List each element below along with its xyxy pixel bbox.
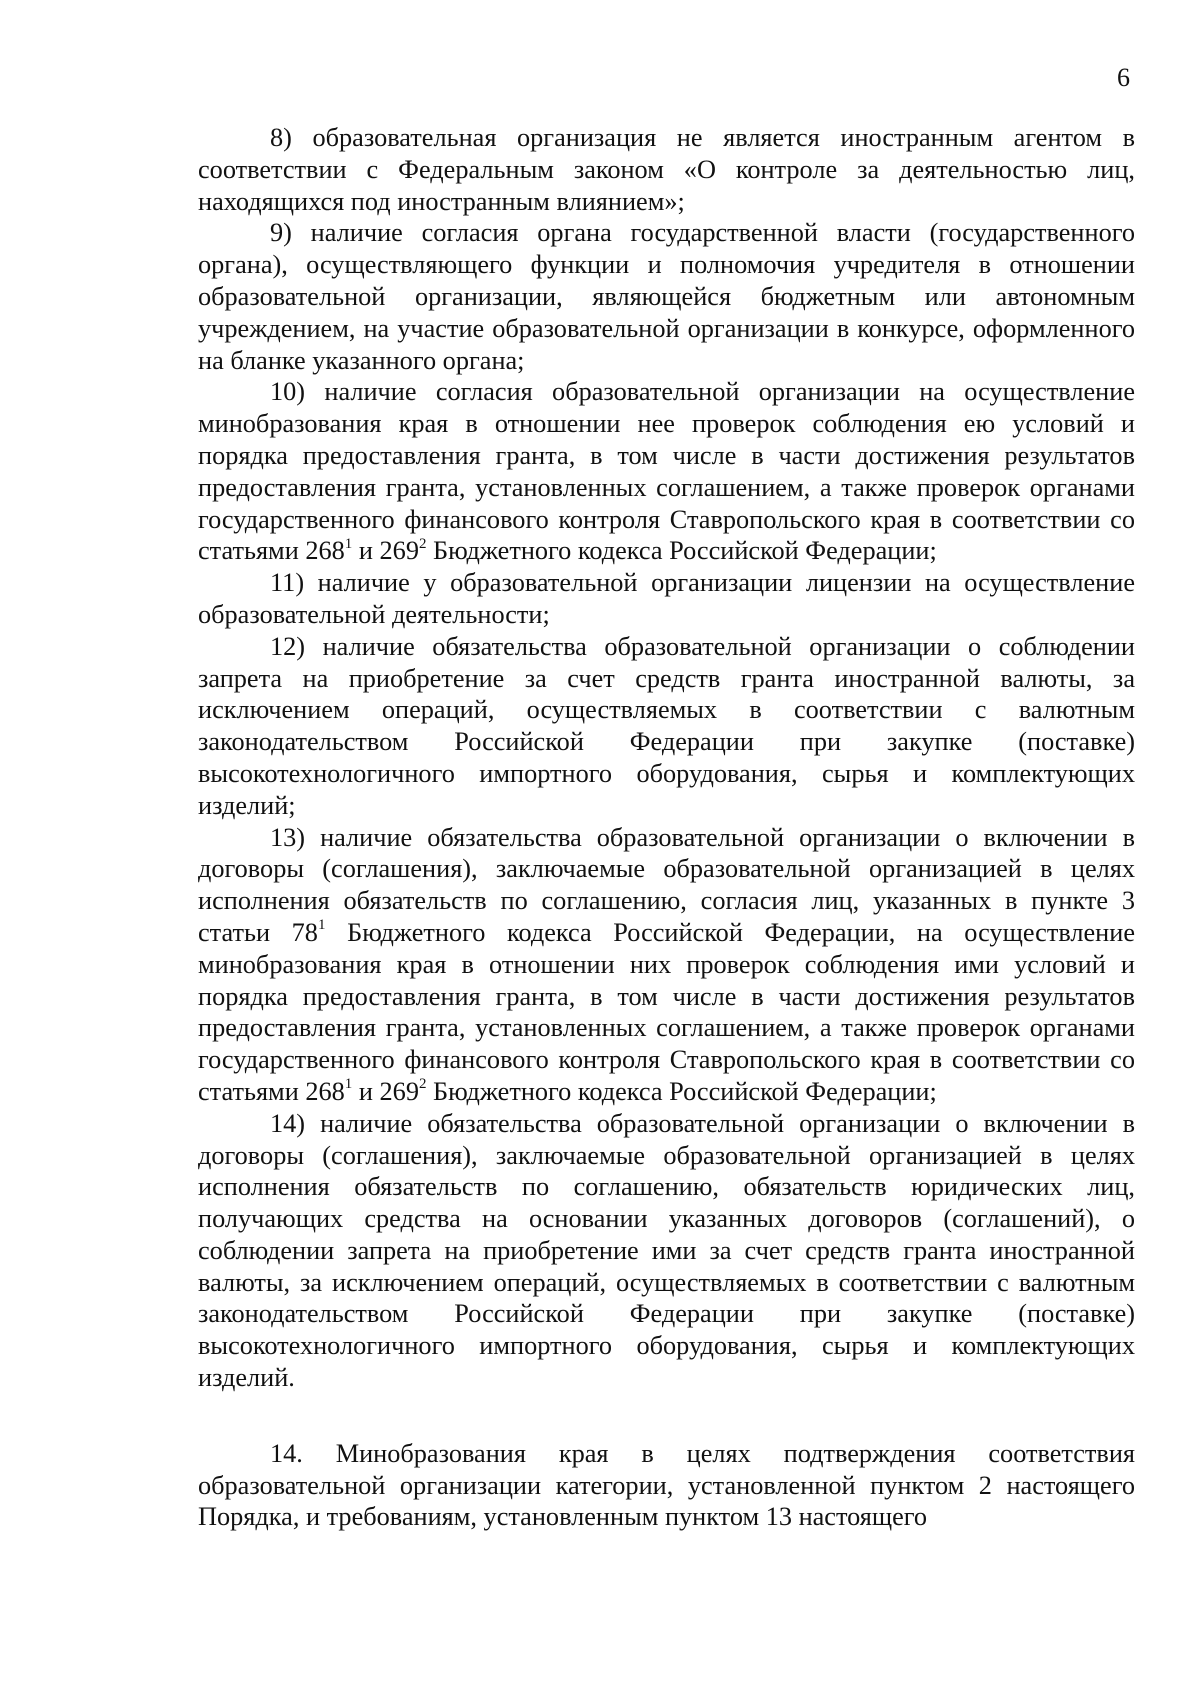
list-item-13-text-c: и 269	[352, 1076, 419, 1106]
list-item-10-text-b: и 269	[352, 536, 419, 566]
list-item-13	[198, 822, 1135, 1108]
page-number: 6	[1117, 63, 1130, 92]
section-14-paragraph: 14. Минобразования края в целях подтверждения соответствия образовательной организации категории, установленной пунктом 2 настоящего Порядка, и требованиям, установленным пунктом 13 настоящего	[198, 1438, 1135, 1532]
list-item-13-text-a: 13) наличие обязательства образовательной организации о включении в договоры (соглашения), заключаемые образовательной организацией в целях исполнения обязательств по соглашению, согласия лиц, указанных в пункте 3 статьи 78	[198, 822, 1135, 947]
superscript: 2	[418, 535, 427, 552]
list-item-10-text-a: 10) наличие согласия образовательной организации на осуществление минобразования края в отношении нее проверок соблюдения ею условий и порядка предоставления гранта, в том числе в части достижения результатов предоставления гранта, установленных соглашением, а также проверок органами государственного финансового контроля Ставропольского края в соответствии со статьями 268	[198, 377, 1135, 566]
superscript: 2	[418, 1076, 427, 1093]
list-item-10-text-c: Бюджетного кодекса Российской Федерации;	[426, 536, 937, 566]
list-item-14: 14) наличие обязательства образовательной организации о включении в договоры (соглашения), заключаемые образовательной организацией в целях исполнения обязательств по соглашению, обязательств юридических лиц, получающих средства на основании указанных договоров (соглашений), о соблюдении запрета на приобретение ими за счет средств гранта иностранной валюты, за исключением операций, осуществляемых в соответствии с валютным законодательством Российской Федерации при закупке (поставке) высокотехнологичного импортного оборудования, сырья и комплектующих изделий.	[198, 1108, 1135, 1393]
list-item-8: 8) образовательная организация не является иностранным агентом в соответствии с Федеральным законом «О контроле за деятельностью лиц, находящихся под иностранным влиянием»;	[198, 123, 1135, 216]
list-item-10	[198, 376, 1135, 567]
document-body	[198, 122, 1135, 1533]
list-item-13-text-d: Бюджетного кодекса Российской Федерации;	[426, 1076, 937, 1106]
superscript: 1	[344, 535, 353, 552]
list-item-11: 11) наличие у образовательной организации лицензии на осуществление образовательной деятельности;	[198, 568, 1135, 629]
superscript: 1	[344, 1076, 353, 1093]
superscript: 1	[317, 917, 326, 934]
list-item-12: 12) наличие обязательства образовательной организации о соблюдении запрета на приобретение за счет средств гранта иностранной валюты, за исключением операций, осуществляемых в соответствии с валютным законодательством Российской Федерации при закупке (поставке) высокотехнологичного импортного оборудования, сырья и комплектующих изделий;	[198, 631, 1135, 820]
list-item-13-text-b: Бюджетного кодекса Российской Федерации, на осуществление минобразования края в отношении них проверок соблюдения ими условий и порядка предоставления гранта, в том числе в части достижения результатов предоставления гранта, установленных соглашением, а также проверок органами государственного финансового контроля Ставропольского края в соответствии со статьями 268	[198, 917, 1135, 1106]
list-item-9: 9) наличие согласия органа государственной власти (государственного органа), осуществляющего функции и полномочия учредителя в отношении образовательной организации, являющейся бюджетным или автономным учреждением, на участие образовательной организации в конкурсе, оформленного на бланке указанного органа;	[198, 218, 1135, 375]
